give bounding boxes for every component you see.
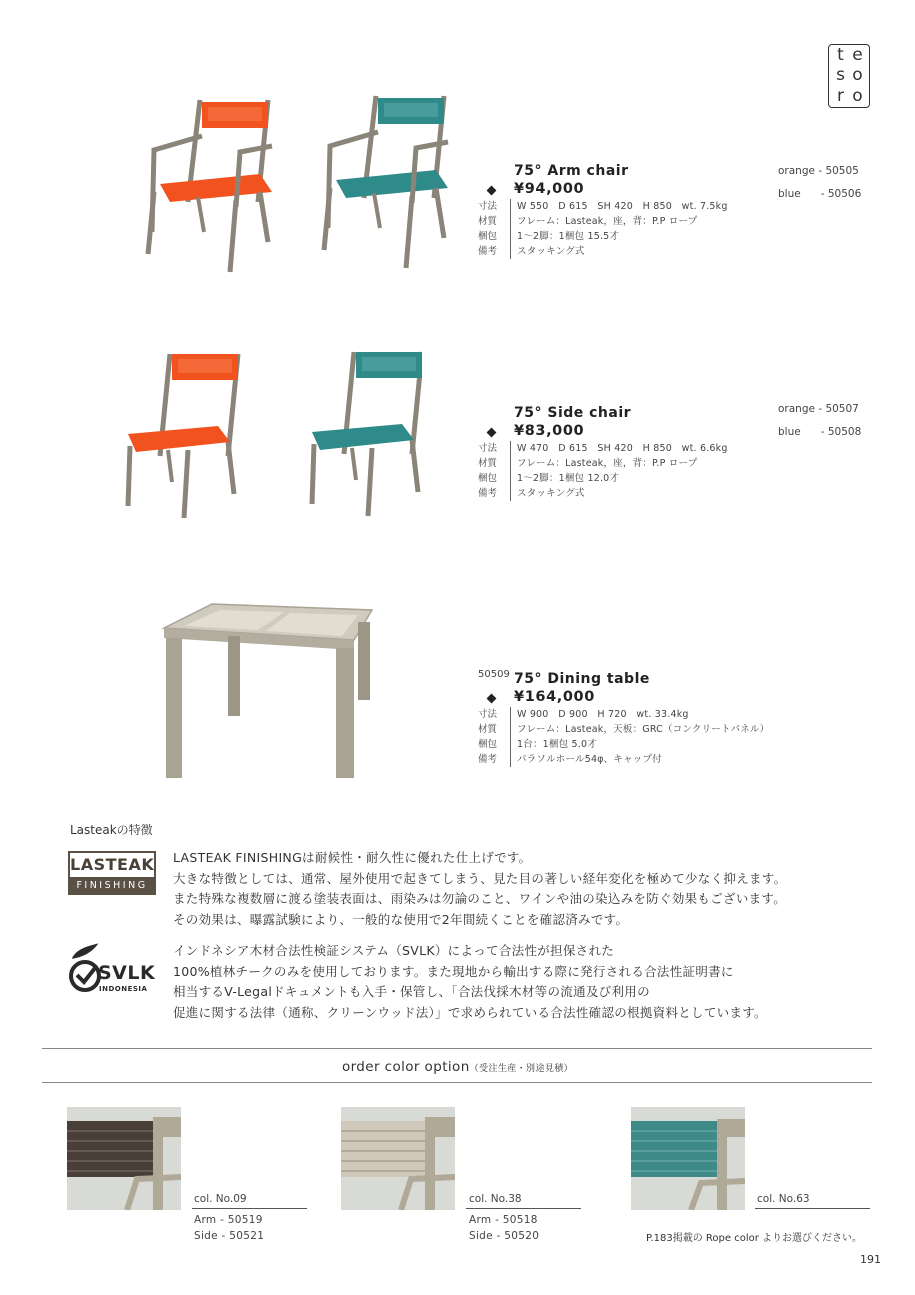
spec-value: スタッキング式 bbox=[517, 488, 585, 499]
color-number: col. No.09 bbox=[194, 1193, 247, 1205]
product-price: ¥83,000 bbox=[514, 423, 585, 439]
spec-value: 1台：1梱包 5.0才 bbox=[517, 739, 597, 750]
logo-letter: r bbox=[837, 86, 844, 107]
lasteak-logo bbox=[68, 851, 156, 895]
arm-chair-blue bbox=[324, 96, 448, 268]
color-option: orange - 50507 bbox=[778, 403, 859, 415]
product-title: 75° Arm chair bbox=[514, 163, 629, 179]
features-title: Lasteakの特徴 bbox=[70, 823, 153, 837]
spec-key: 寸法 bbox=[478, 441, 511, 456]
diamond-icon bbox=[487, 428, 497, 438]
spec-value: フレーム：Lasteak，座，背：P.P ロープ bbox=[517, 458, 698, 469]
logo-letter: s bbox=[836, 65, 845, 86]
text-line: 大きな特徴としては、通常、屋外使用で起きてしまう、見た目の著しい経年変化を極めて少なく抑えます。 bbox=[173, 870, 787, 886]
spec-key: 材質 bbox=[478, 456, 511, 471]
text-line: 100%植林チークのみを使用しております。また現地から輸出する際に発行される合法性証明書に bbox=[173, 963, 734, 979]
dining-table-image bbox=[158, 600, 378, 782]
text-line: 促進に関する法律（通称、クリーンウッド法）」で求められている合法性確認の根拠資料としています。 bbox=[173, 1004, 767, 1020]
spec-key: 梱包 bbox=[478, 737, 511, 752]
spec-key: 梱包 bbox=[478, 229, 511, 244]
spec-key: 備考 bbox=[478, 486, 511, 501]
side-chair-blue bbox=[312, 352, 422, 516]
side-chair-image bbox=[122, 346, 422, 526]
product-price: ¥94,000 bbox=[514, 181, 585, 197]
color-number: col. No.63 bbox=[757, 1193, 810, 1205]
spec-value: 1～2脚：1梱包 15.5才 bbox=[517, 231, 620, 242]
swatch-col-09 bbox=[67, 1107, 181, 1210]
spec-key: 寸法 bbox=[478, 199, 511, 214]
divider bbox=[466, 1208, 581, 1209]
logo-letter: o bbox=[852, 86, 863, 107]
spec-key: 梱包 bbox=[478, 471, 511, 486]
text-line: また特殊な複数層に渡る塗装表面は、雨染みは勿論のこと、ワインや油の染込みを防ぐ効果もございます。 bbox=[173, 891, 787, 906]
product-code: 50509 bbox=[478, 669, 510, 680]
svlk-leaf-icon bbox=[68, 942, 102, 1000]
color-option: orange - 50505 bbox=[778, 165, 859, 177]
spec-key: 材質 bbox=[478, 214, 511, 229]
spec-key: 備考 bbox=[478, 244, 511, 259]
text-line: その効果は、曝露試験により、一般的な使用で2年間続くことを確認済みです。 bbox=[173, 911, 629, 927]
lasteak-logo-bottom: FINISHING bbox=[68, 877, 156, 895]
spec-value: スタッキング式 bbox=[517, 246, 585, 257]
color-option: blue - 50508 bbox=[778, 426, 862, 438]
color-number: col. No.38 bbox=[469, 1193, 522, 1205]
spec-table bbox=[478, 441, 728, 501]
spec-value: 1～2脚：1梱包 12.0才 bbox=[517, 473, 620, 484]
product-title: 75° Side chair bbox=[514, 405, 632, 421]
order-option-title: order color option（受注生産・別途見積） bbox=[341, 1059, 574, 1075]
divider bbox=[192, 1208, 307, 1209]
divider bbox=[755, 1208, 870, 1209]
svlk-description bbox=[173, 941, 767, 1023]
spec-value: フレーム：Lasteak，座，背：P.P ロープ bbox=[517, 216, 698, 227]
spec-value: フレーム：Lasteak，天板：GRC（コンクリートパネル） bbox=[517, 724, 770, 735]
svlk-logo-sub: INDONESIA bbox=[99, 985, 148, 993]
diamond-icon bbox=[487, 186, 497, 196]
divider bbox=[42, 1082, 872, 1083]
text-line: インドネシア木材合法性検証システム（SVLK）によって合法性が担保された bbox=[173, 943, 615, 958]
spec-value: W 900 D 900 H 720 wt. 33.4kg bbox=[517, 709, 689, 720]
spec-value: パラソルホール54φ、キャップ付 bbox=[517, 754, 662, 765]
rope-color-note: P.183掲載の Rope color よりお選びください。 bbox=[646, 1233, 863, 1244]
swatch-col-38 bbox=[341, 1107, 455, 1210]
lasteak-logo-top: LASTEAK bbox=[68, 851, 156, 877]
brand-logo bbox=[828, 44, 870, 108]
text-line: LASTEAK FINISHINGは耐候性・耐久性に優れた仕上げです。 bbox=[173, 850, 532, 865]
spec-table bbox=[478, 707, 769, 767]
lasteak-description bbox=[173, 848, 786, 930]
spec-key: 材質 bbox=[478, 722, 511, 737]
svlk-logo-name: SVLK bbox=[98, 962, 156, 984]
arm-chair-orange bbox=[148, 100, 272, 272]
spec-key: 備考 bbox=[478, 752, 511, 767]
color-option: blue - 50506 bbox=[778, 188, 862, 200]
arm-chair-image bbox=[140, 92, 460, 277]
spec-value: W 470 D 615 SH 420 H 850 wt. 6.6kg bbox=[517, 443, 728, 454]
spec-key: 寸法 bbox=[478, 707, 511, 722]
product-price: ¥164,000 bbox=[514, 689, 595, 705]
page-number: 191 bbox=[860, 1253, 881, 1266]
side-chair-orange bbox=[128, 354, 238, 518]
swatch-col-63 bbox=[631, 1107, 745, 1210]
spec-value: W 550 D 615 SH 420 H 850 wt. 7.5kg bbox=[517, 201, 728, 212]
color-codes: Arm - 50519 Side - 50521 bbox=[194, 1214, 265, 1242]
divider bbox=[42, 1048, 872, 1049]
diamond-icon bbox=[487, 694, 497, 704]
color-codes: Arm - 50518 Side - 50520 bbox=[469, 1214, 540, 1242]
logo-letter: t bbox=[837, 44, 844, 65]
svlk-logo bbox=[68, 942, 158, 1002]
product-title: 75° Dining table bbox=[514, 671, 650, 687]
logo-letter: e bbox=[852, 44, 863, 65]
logo-letter: o bbox=[852, 65, 863, 86]
spec-table bbox=[478, 199, 728, 259]
text-line: 相当するV-Legalドキュメントも入手・保管し、「合法伐採木材等の流通及び利用の bbox=[173, 984, 650, 999]
